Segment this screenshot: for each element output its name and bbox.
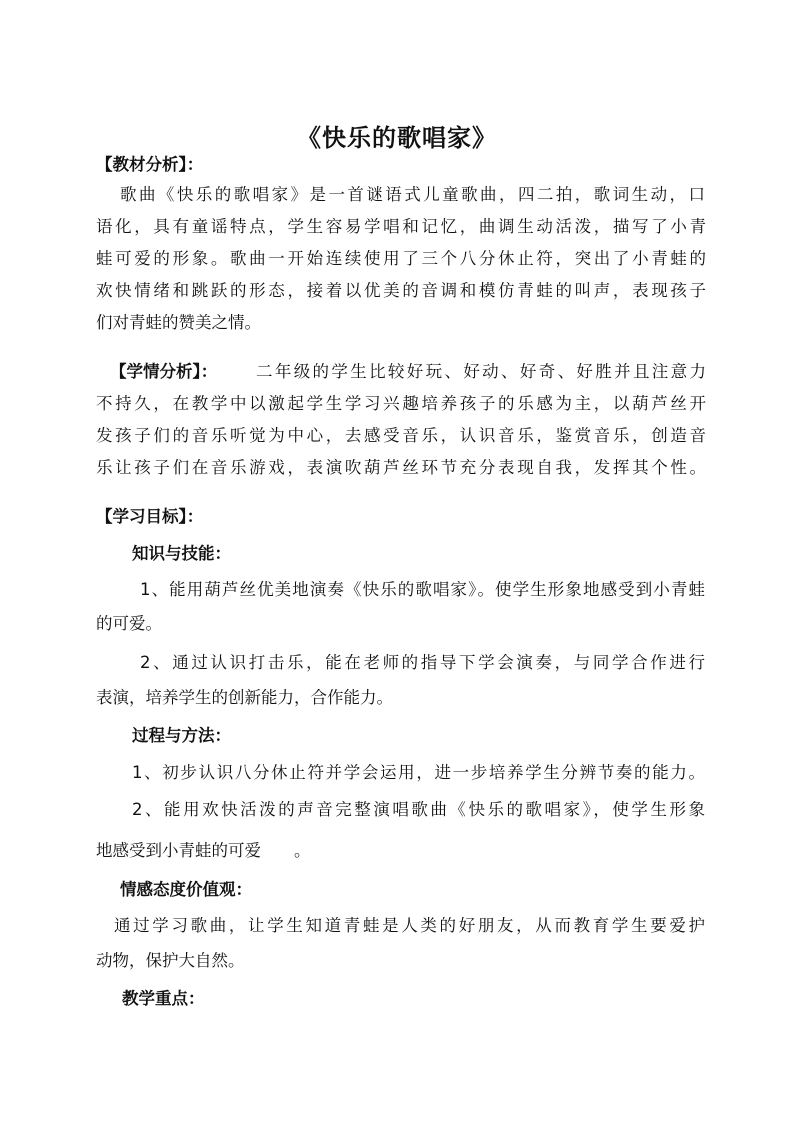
paragraph-line: 们对青蛙的赞美之情。	[96, 313, 261, 332]
paragraph-line: 1、初步认识八分休止符并学会运用，进一步培养学生分辨节奏的能力。	[132, 763, 705, 782]
heading-textbook-analysis: 【教材分析】：	[96, 155, 204, 174]
heading-learner-analysis: 【学情分析】：	[110, 362, 218, 381]
paragraph-line: 不持久，在教学中以激起学生学习兴趣培养孩子的乐感为主，以葫芦丝开	[96, 394, 706, 413]
subheading-knowledge-skills: 知识与技能：	[132, 544, 231, 563]
paragraph-line: 发孩子们的音乐听觉为中心，去感受音乐，认识音乐，鉴赏音乐，创造音	[96, 426, 706, 445]
paragraph-line: 的可爱。	[96, 614, 162, 633]
paragraph-line: 蛙可爱的形象。歌曲一开始连续使用了三个八分休止符，突出了小青蛙的	[96, 249, 706, 268]
page-title: 《快乐的歌唱家》	[297, 124, 497, 152]
subheading-emotion-attitude-values: 情感态度价值观：	[120, 880, 252, 899]
subheading-process-methods: 过程与方法：	[132, 726, 231, 745]
paragraph-line: 动物，保护大自然。	[96, 951, 245, 970]
paragraph-line: 语化，具有童谣特点，学生容易学唱和记忆，曲调生动活泼，描写了小青	[96, 217, 706, 236]
heading-learning-objectives: 【学习目标】：	[96, 507, 204, 526]
paragraph-line: 二年级的学生比较好玩、好动、好奇、好胜并且注意力	[256, 362, 706, 381]
paragraph-line: 2、通过认识打击乐，能在老师的指导下学会演奏，与同学合作进行	[140, 653, 705, 672]
paragraph-line: 2、能用欢快活泼的声音完整演唱歌曲《快乐的歌唱家》，使学生形象	[132, 800, 705, 819]
paragraph-line: 通过学习歌曲，让学生知道青蛙是人类的好朋友，从而教育学生要爱护	[114, 916, 705, 935]
paragraph-line: 1、能用葫芦丝优美地演奏《快乐的歌唱家》。使学生形象地感受到小青蛙	[140, 580, 705, 599]
paragraph-line: 乐让孩子们在音乐游戏，表演吹葫芦丝环节充分表现自我，发挥其个性。	[96, 458, 706, 477]
subheading-teaching-focus: 教学重点：	[122, 989, 205, 1008]
paragraph-line: 欢快情绪和跳跃的形态，接着以优美的音调和模仿青蛙的叫声，表现孩子	[96, 281, 706, 300]
paragraph-line: 歌曲《快乐的歌唱家》是一首谜语式儿童歌曲，四二拍，歌词生动，口	[120, 185, 705, 204]
paragraph-line: 表演，培养学生的创新能力，合作能力。	[96, 688, 393, 707]
paragraph-line: 地感受到小青蛙的可爱 。	[96, 841, 311, 860]
